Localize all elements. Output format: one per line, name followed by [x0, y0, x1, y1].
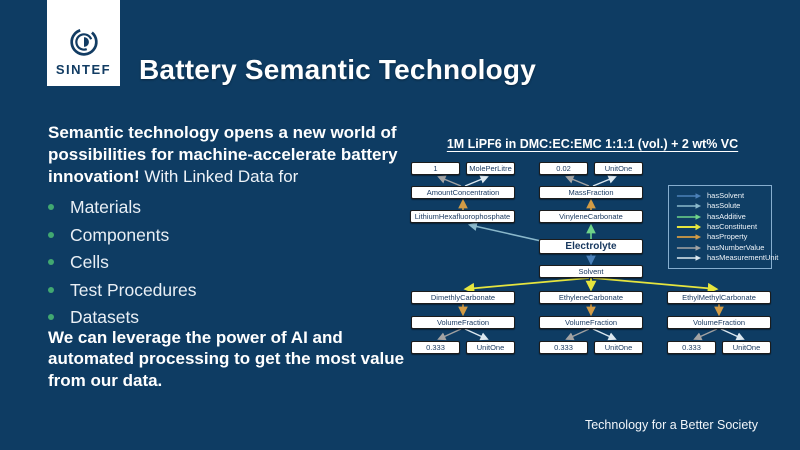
legend-label: hasNumberValue — [707, 242, 765, 252]
legend-label: hasSolvent — [707, 191, 745, 200]
legend-label: hasMeasurementUnit — [707, 252, 779, 262]
node-volume-value: 0.333 — [667, 341, 716, 354]
node-mole-per-litre: MolePerLitre — [466, 162, 515, 175]
ontology-diagram — [405, 135, 780, 365]
node-amount-concentration: AmountConcentration — [411, 186, 515, 199]
legend-has-solute — [676, 202, 764, 210]
node-ethyl-methyl-carbonate: EthylMethylCarbonate — [667, 291, 771, 304]
outro-paragraph: We can leverage the power of AI and automated processing to get the most value from our data. — [48, 328, 405, 390]
bullet-label: Cells — [70, 252, 109, 272]
node-electrolyte: Electrolyte — [539, 239, 643, 254]
sintef-wordmark: SINTEF — [55, 62, 112, 77]
arrow-has-number-value — [567, 177, 589, 186]
legend-label: hasProperty — [707, 232, 748, 242]
node-unit-one: UnitOne — [594, 341, 643, 354]
sintef-logo — [47, 0, 120, 86]
arrow-has-number-value — [695, 329, 717, 339]
bullet-label: Test Procedures — [70, 279, 197, 300]
bullet-item-datasets — [48, 307, 378, 327]
arrow-has-number-value — [567, 329, 589, 339]
intro-regular-text: With Linked Data for — [139, 166, 299, 186]
additive-arrow-icon — [676, 213, 702, 221]
node-vinylene-carbonate: VinyleneCarbonate — [539, 210, 643, 223]
bullet-item-cells — [48, 252, 378, 272]
arrow-has-number-value — [439, 329, 461, 339]
bullet-list — [48, 197, 378, 335]
legend-has-property — [676, 233, 764, 241]
legend-has-solvent — [676, 192, 764, 200]
bullet-icon — [48, 287, 54, 293]
bullet-item-test-procedures — [48, 280, 378, 300]
legend-label: hasSolute — [707, 201, 741, 211]
node-ethylene-carbonate: EthyleneCarbonate — [539, 291, 643, 304]
legend-has-constituent — [676, 223, 764, 231]
intro-bold-text: Semantic technology opens a new world of possibilities for machine-accelerate battery innovation! — [48, 123, 398, 186]
node-mass-fraction: MassFraction — [539, 186, 643, 199]
node-volume-fraction: VolumeFraction — [667, 316, 771, 329]
legend-label: hasAdditive — [707, 211, 746, 221]
bullet-item-materials — [48, 197, 378, 217]
arrow-has-constituent — [593, 278, 716, 289]
solvent-arrow-icon — [676, 192, 702, 200]
arrow-has-measurement-unit — [465, 177, 487, 186]
node-unit-one: UnitOne — [722, 341, 771, 354]
bullet-label: Materials — [70, 197, 141, 217]
measurement-unit-arrow-icon — [676, 254, 702, 262]
arrow-has-constituent — [466, 278, 589, 289]
node-volume-value: 0.333 — [411, 341, 460, 354]
solute-arrow-icon — [676, 202, 702, 210]
bullet-icon — [48, 314, 54, 320]
node-volume-fraction: VolumeFraction — [539, 316, 643, 329]
node-unit-one: UnitOne — [466, 341, 515, 354]
sintef-spiral-icon — [67, 25, 101, 59]
node-volume-fraction: VolumeFraction — [411, 316, 515, 329]
node-mass-value: 0.02 — [539, 162, 588, 175]
intro-paragraph — [48, 122, 406, 187]
node-volume-value: 0.333 — [539, 341, 588, 354]
node-amount-value: 1 — [411, 162, 460, 175]
node-dimethyl-carbonate: DimethlyCarbonate — [411, 291, 515, 304]
node-solvent: Solvent — [539, 265, 643, 278]
arrow-has-solute — [470, 225, 541, 241]
arrow-has-number-value — [439, 177, 461, 186]
footer-tagline: Technology for a Better Society — [584, 418, 758, 432]
bullet-label: Components — [70, 224, 170, 245]
bullet-icon — [48, 204, 54, 210]
property-arrow-icon — [676, 233, 702, 241]
number-value-arrow-icon — [676, 244, 702, 252]
bullet-icon — [48, 232, 54, 238]
legend-label: hasConstituent — [707, 221, 758, 231]
diagram-title: 1M LiPF6 in DMC:EC:EMC 1:1:1 (vol.) + 2 wt% VC — [446, 137, 739, 151]
arrow-has-measurement-unit — [465, 329, 487, 339]
bullet-label: Datasets — [70, 307, 140, 327]
node-lithium-hexafluorophosphate: LithiumHexafluorophosphate — [410, 210, 515, 223]
arrow-has-measurement-unit — [721, 329, 743, 339]
bullet-icon — [48, 259, 54, 265]
legend-has-additive — [676, 213, 764, 221]
bullet-item-components — [48, 225, 378, 245]
arrow-has-measurement-unit — [593, 329, 615, 339]
relation-legend — [668, 185, 779, 269]
node-unit-one: UnitOne — [594, 162, 643, 175]
arrow-has-measurement-unit — [593, 177, 615, 186]
constituent-arrow-icon — [676, 223, 702, 231]
legend-has-number-value — [676, 244, 764, 252]
page-title: Battery Semantic Technology — [139, 54, 536, 85]
legend-has-measurement-unit — [676, 252, 779, 262]
